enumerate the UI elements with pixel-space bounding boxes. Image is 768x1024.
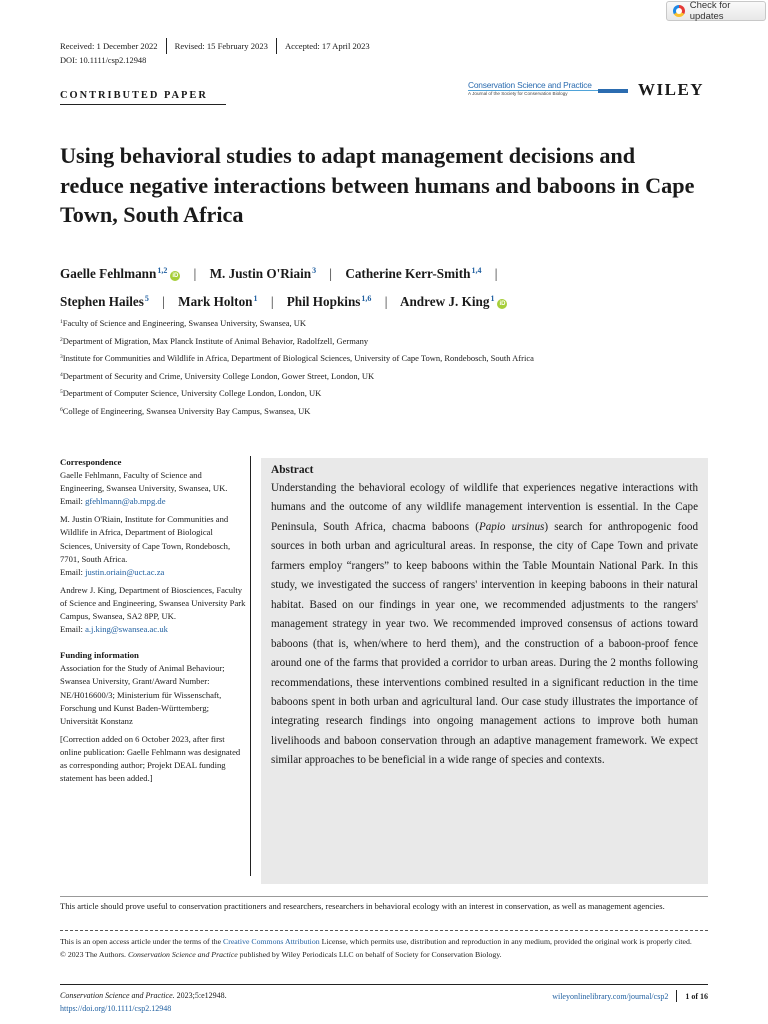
journal-site-link[interactable]: wileyonlinelibrary.com/journal/csp2 bbox=[552, 991, 669, 1001]
affiliation-number: 5 bbox=[60, 389, 63, 395]
email-link[interactable]: justin.oriain@uct.ac.za bbox=[85, 566, 165, 577]
affiliation-text: College of Engineering, Swansea University Bay Campus, Swansea, UK bbox=[62, 405, 311, 416]
copyright-line bbox=[60, 950, 502, 959]
affiliation-number: 1 bbox=[60, 319, 63, 325]
doi-link[interactable]: https://doi.org/10.1111/csp2.12948 bbox=[60, 1003, 172, 1013]
affiliation-text: Institute for Communities and Wildlife in Africa, Department of Biological Sciences, University of Cape Town, Rondebosch, South Africa bbox=[62, 353, 534, 363]
divider bbox=[166, 38, 167, 54]
doi: DOI: 10.1111/csp2.12948 bbox=[60, 56, 147, 65]
email-link[interactable]: a.j.king@swansea.ac.uk bbox=[85, 624, 168, 635]
citation-journal: Conservation Science and Practice. bbox=[60, 991, 175, 1000]
affiliation bbox=[60, 353, 740, 371]
journal-logo-tag bbox=[598, 89, 628, 93]
received-date: Received: 1 December 2022 bbox=[60, 40, 158, 51]
orcid-icon[interactable]: iD bbox=[172, 273, 179, 279]
affiliation-text: Department of Migration, Max Planck Institute of Animal Behavior, Radolfzell, Germany bbox=[62, 335, 369, 346]
author-name: Stephen Hailes bbox=[60, 294, 144, 309]
author-name: Mark Holton bbox=[178, 294, 253, 309]
affiliation-text: Department of Security and Crime, University College London, Gower Street, London, UK bbox=[62, 370, 375, 381]
correspondence-text: M. Justin O'Riain, Institute for Communities and Wildlife in Africa, Department of Biological Sciences, University of Cape Town, Rondebosch, 7701, South Africa. bbox=[60, 514, 231, 564]
publication-dates bbox=[60, 38, 370, 53]
author-separator: | bbox=[193, 266, 197, 281]
email-label: Email: bbox=[60, 624, 86, 635]
affiliation-number: 2 bbox=[60, 336, 63, 343]
abstract-text-part: Understanding the behavioral ecology of wildlife that experiences negative interactions with humans and the outcome of any wildlife management intervention is essential. In the Cape Peninsula, South Africa, chacma baboons ( bbox=[271, 482, 698, 533]
author-affiliation-ref: 5 bbox=[144, 294, 149, 303]
check-for-updates-button[interactable] bbox=[666, 1, 766, 21]
correspondence-heading: Correspondence bbox=[60, 457, 122, 467]
divider bbox=[60, 930, 708, 931]
funding-heading: Funding information bbox=[60, 650, 139, 661]
crossmark-icon bbox=[673, 5, 685, 17]
check-for-updates-label: Check for updates bbox=[689, 0, 731, 22]
author-name: Catherine Kerr-Smith bbox=[345, 266, 471, 281]
author[interactable] bbox=[400, 294, 508, 309]
accepted-date: Accepted: 17 April 2023 bbox=[284, 40, 370, 51]
author[interactable] bbox=[178, 294, 257, 309]
copyright-text: published by Wiley Periodicals LLC on behalf of Society for Conservation Biology. bbox=[237, 949, 502, 959]
journal-logo-name: Conservation Science and Practice bbox=[468, 80, 592, 90]
affiliation bbox=[60, 336, 740, 354]
affiliation bbox=[60, 318, 740, 336]
divider bbox=[276, 38, 277, 54]
author-affiliation-ref: 1,6 bbox=[361, 294, 372, 303]
author-name: Gaelle Fehlmann bbox=[60, 266, 157, 281]
funding-text: Association for the Study of Animal Behaviour; Swansea University, Grant/Award Number: NE/H016600/3; Ministerium für Wissenschaft, Forschung und Kunst Baden-Württemberg; Universität Konstanz bbox=[60, 663, 225, 726]
journal-logo-subtitle: A Journal of the Society for Conservation Biology bbox=[468, 91, 568, 96]
author-affiliation-ref: 1,4 bbox=[471, 266, 482, 275]
correction-note: [Correction added on 6 October 2023, after first online publication: Gaelle Fehlmann was designated as corresponding author; Projekt DEAL funding statement has been added.] bbox=[60, 733, 241, 784]
author[interactable] bbox=[345, 266, 481, 281]
author-list bbox=[60, 258, 710, 314]
practitioner-summary: This article should prove useful to conservation practitioners and researchers, researchers in behavioral ecology with an interest in conservation, as well as management agencies. bbox=[60, 901, 665, 911]
affiliation-number: 4 bbox=[60, 371, 63, 378]
email-link[interactable]: gfehlmann@ab.mpg.de bbox=[85, 496, 166, 507]
article-title: Using behavioral studies to adapt management decisions and reduce negative interactions between humans and baboons in Cape Town, South Africa bbox=[60, 143, 695, 227]
affiliation bbox=[60, 371, 740, 389]
divider bbox=[60, 984, 708, 985]
page-number: 1 of 16 bbox=[685, 991, 708, 1001]
orcid-icon[interactable]: iD bbox=[499, 301, 506, 307]
affiliation bbox=[60, 388, 740, 406]
author[interactable] bbox=[210, 266, 317, 281]
affiliation-text: Department of Computer Science, University College London, London, UK bbox=[62, 388, 322, 398]
correspondence-text: Gaelle Fehlmann, Faculty of Science and Engineering, Swansea University, Swansea, UK. bbox=[60, 470, 228, 494]
affiliation-text: Faculty of Science and Engineering, Swansea University, Swansea, UK bbox=[62, 318, 307, 328]
author-name: M. Justin O'Riain bbox=[209, 266, 312, 281]
email-label: Email: bbox=[60, 496, 86, 507]
author-separator: | bbox=[329, 266, 333, 281]
email-label: Email: bbox=[60, 566, 86, 577]
author[interactable] bbox=[287, 294, 372, 309]
author-separator: | bbox=[162, 294, 165, 309]
paper-type: CONTRIBUTED PAPER bbox=[60, 90, 208, 101]
author-separator: | bbox=[384, 294, 388, 309]
author-name: Phil Hopkins bbox=[286, 294, 361, 309]
abstract-text bbox=[271, 479, 698, 771]
affiliation bbox=[60, 406, 740, 424]
copyright-journal: Conservation Science and Practice bbox=[127, 949, 238, 959]
abstract-box bbox=[261, 458, 708, 884]
divider bbox=[60, 104, 226, 105]
abstract-text-part: ) search for anthropogenic food sources in both urban and agricultural areas. In response, the city of Cape Town and private farmers employ “rangers” to keep baboons within the Table Mountain National Park. In this study, we investigated the success of rangers' intervention in keeping baboons in their natural habitat. Based on our findings in year one, we recommended adjustments to the rangers' management strategy in year two. We recommended improved consensus of actions toward baboons (that is, when/where to herd them), and the construction of a baboon-proof fence around one of the farms that provided a corridor to urban areas. During the 2 months following recommendations, these interventions combined resulted in a significant reduction in the time baboons spent in both urban and agricultural land. Our case study illustrates the importance of integrating research findings into ongoing management actions to improve both human livelihoods and baboon conservation through an adaptive management framework. We expect similar approaches to be beneficial in a wide range of species and contexts. bbox=[271, 520, 698, 767]
abstract-heading: Abstract bbox=[271, 464, 314, 476]
author[interactable] bbox=[60, 266, 180, 281]
author[interactable] bbox=[60, 294, 149, 309]
author-affiliation-ref: 1 bbox=[253, 294, 258, 303]
footer-citation bbox=[60, 990, 227, 1015]
affiliation-number: 3 bbox=[60, 354, 63, 360]
license-text: License, which permits use, distribution and reproduction in any medium, provided the original work is properly cited. bbox=[319, 937, 692, 946]
divider bbox=[60, 896, 708, 897]
journal-logo[interactable] bbox=[468, 80, 628, 100]
column-divider bbox=[250, 456, 251, 876]
correspondence-entry bbox=[60, 513, 246, 578]
affiliation-number: 6 bbox=[60, 406, 63, 413]
author-affiliation-ref: 3 bbox=[312, 266, 317, 275]
sidebar-metadata bbox=[60, 456, 246, 790]
revised-date: Revised: 15 February 2023 bbox=[174, 40, 268, 51]
publisher-logo: WILEY bbox=[638, 80, 705, 99]
footer-right bbox=[500, 990, 708, 1002]
correspondence-entry bbox=[60, 469, 246, 508]
author-name: Andrew J. King bbox=[399, 294, 490, 309]
author-separator: | bbox=[270, 294, 274, 309]
license-text: This is an open access article under the terms of the bbox=[60, 937, 224, 946]
affiliation-list bbox=[60, 318, 740, 423]
correspondence-entry bbox=[60, 584, 246, 636]
divider bbox=[676, 990, 677, 1002]
author-affiliation-ref: 1,2 bbox=[157, 266, 168, 275]
correspondence-text: Andrew J. King, Department of Biosciences, Faculty of Science and Engineering, Swansea University Park Campus, Swansea, SA2 8PP, UK. bbox=[60, 584, 246, 622]
citation-details: 2023;5:e12948. bbox=[174, 991, 227, 1000]
author-affiliation-ref: 1 bbox=[490, 294, 495, 303]
license-statement bbox=[60, 936, 708, 961]
author-separator: | bbox=[494, 266, 498, 281]
license-link[interactable]: Creative Commons Attribution bbox=[223, 937, 320, 946]
spacer bbox=[60, 641, 246, 649]
species-name: Papio ursinus bbox=[478, 520, 545, 533]
copyright-text: © 2023 The Authors. bbox=[60, 949, 128, 959]
